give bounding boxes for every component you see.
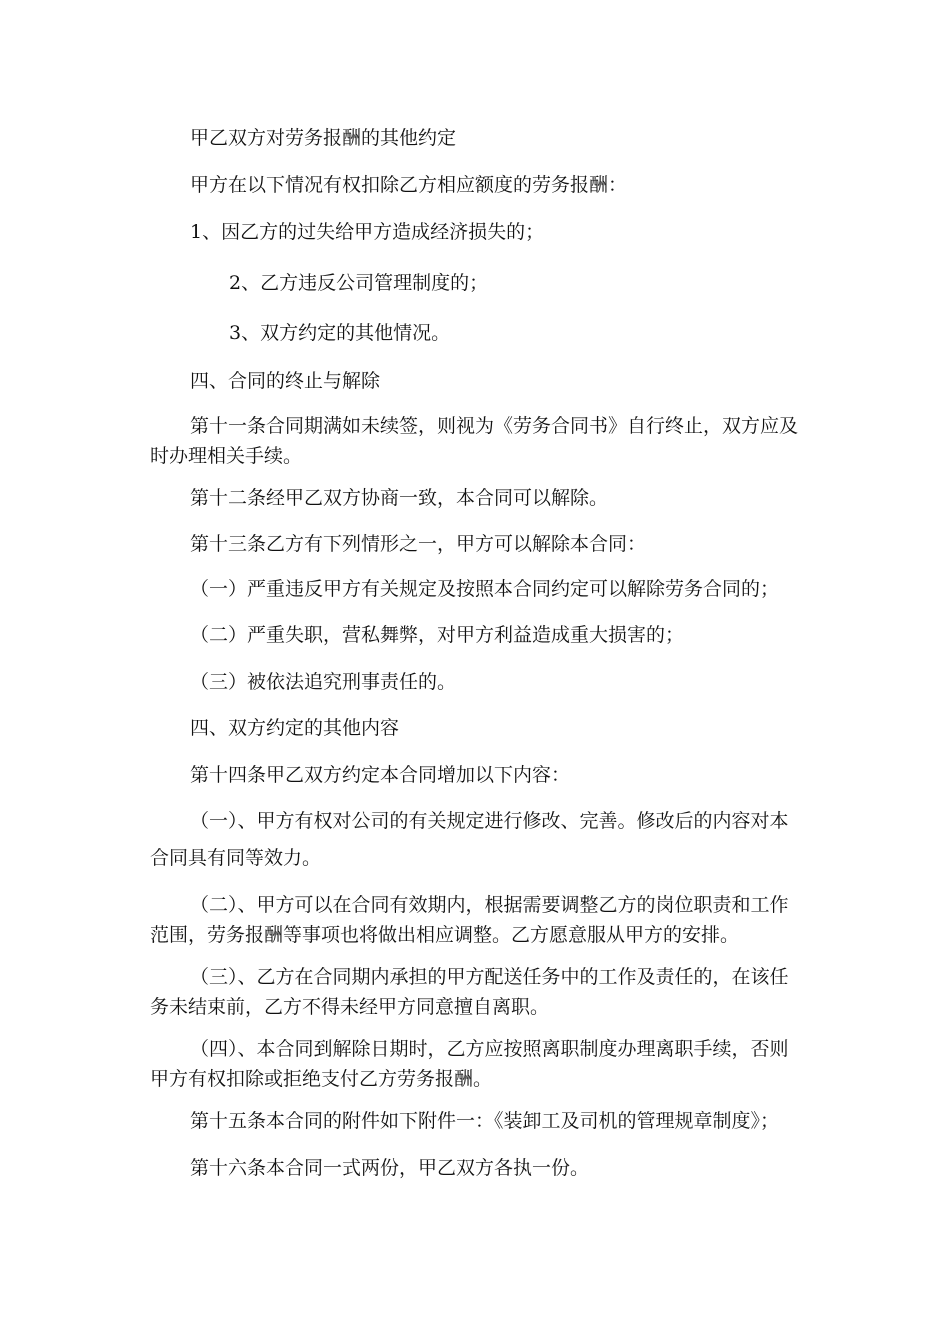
article-14-clause-2-line-1: （二）、甲方可以在合同有效期内，根据需要调整乙方的岗位职责和工作: [190, 894, 789, 916]
article-14-clause-1-line-2: 合同具有同等效力。: [150, 847, 322, 869]
paragraph-item-2: 2、乙方违反公司管理制度的；: [229, 272, 489, 294]
article-11-line-1: 第十一条合同期满如未续签，则视为《劳务合同书》自行终止，双方应及: [190, 415, 799, 437]
article-11-line-2: 时办理相关手续。: [150, 445, 303, 467]
article-14-clause-3-line-1: （三）、乙方在合同期内承担的甲方配送任务中的工作及责任的，在该任: [190, 966, 789, 988]
article-12: 第十二条经甲乙双方协商一致，本合同可以解除。: [190, 487, 609, 509]
paragraph-deduction-intro: 甲方在以下情况有权扣除乙方相应额度的劳务报酬：: [190, 174, 628, 196]
article-15: 第十五条本合同的附件如下附件一：《装卸工及司机的管理规章制度》；: [190, 1110, 780, 1132]
article-16: 第十六条本合同一式两份，甲乙双方各执一份。: [190, 1157, 590, 1179]
article-13-clause-1: （一）严重违反甲方有关规定及按照本合同约定可以解除劳务合同的；: [190, 578, 780, 600]
article-13-clause-3: （三）被依法追究刑事责任的。: [190, 671, 457, 693]
paragraph-item-1: 1、因乙方的过失给甲方造成经济损失的；: [190, 221, 545, 243]
section-heading-termination: 四、合同的终止与解除: [190, 370, 381, 392]
article-13-clause-2: （二）严重失职，营私舞弊，对甲方利益造成重大损害的；: [190, 624, 685, 646]
article-14: 第十四条甲乙双方约定本合同增加以下内容：: [190, 764, 571, 786]
article-14-clause-4-line-1: （四）、本合同到解除日期时，乙方应按照离职制度办理离职手续，否则: [190, 1038, 789, 1060]
article-14-clause-1-line-1: （一）、甲方有权对公司的有关规定进行修改、完善。修改后的内容对本: [190, 810, 789, 832]
article-14-clause-4-line-2: 甲方有权扣除或拒绝支付乙方劳务报酬。: [150, 1068, 493, 1090]
paragraph-remuneration-heading: 甲乙双方对劳务报酬的其他约定: [190, 127, 457, 149]
article-13: 第十三条乙方有下列情形之一，甲方可以解除本合同：: [190, 533, 647, 555]
paragraph-item-3: 3、双方约定的其他情况。: [229, 322, 451, 344]
article-14-clause-3-line-2: 务未结束前，乙方不得未经甲方同意擅自离职。: [150, 996, 550, 1018]
article-14-clause-2-line-2: 范围，劳务报酬等事项也将做出相应调整。乙方愿意服从甲方的安排。: [150, 924, 740, 946]
section-heading-other-content: 四、双方约定的其他内容: [190, 717, 400, 739]
